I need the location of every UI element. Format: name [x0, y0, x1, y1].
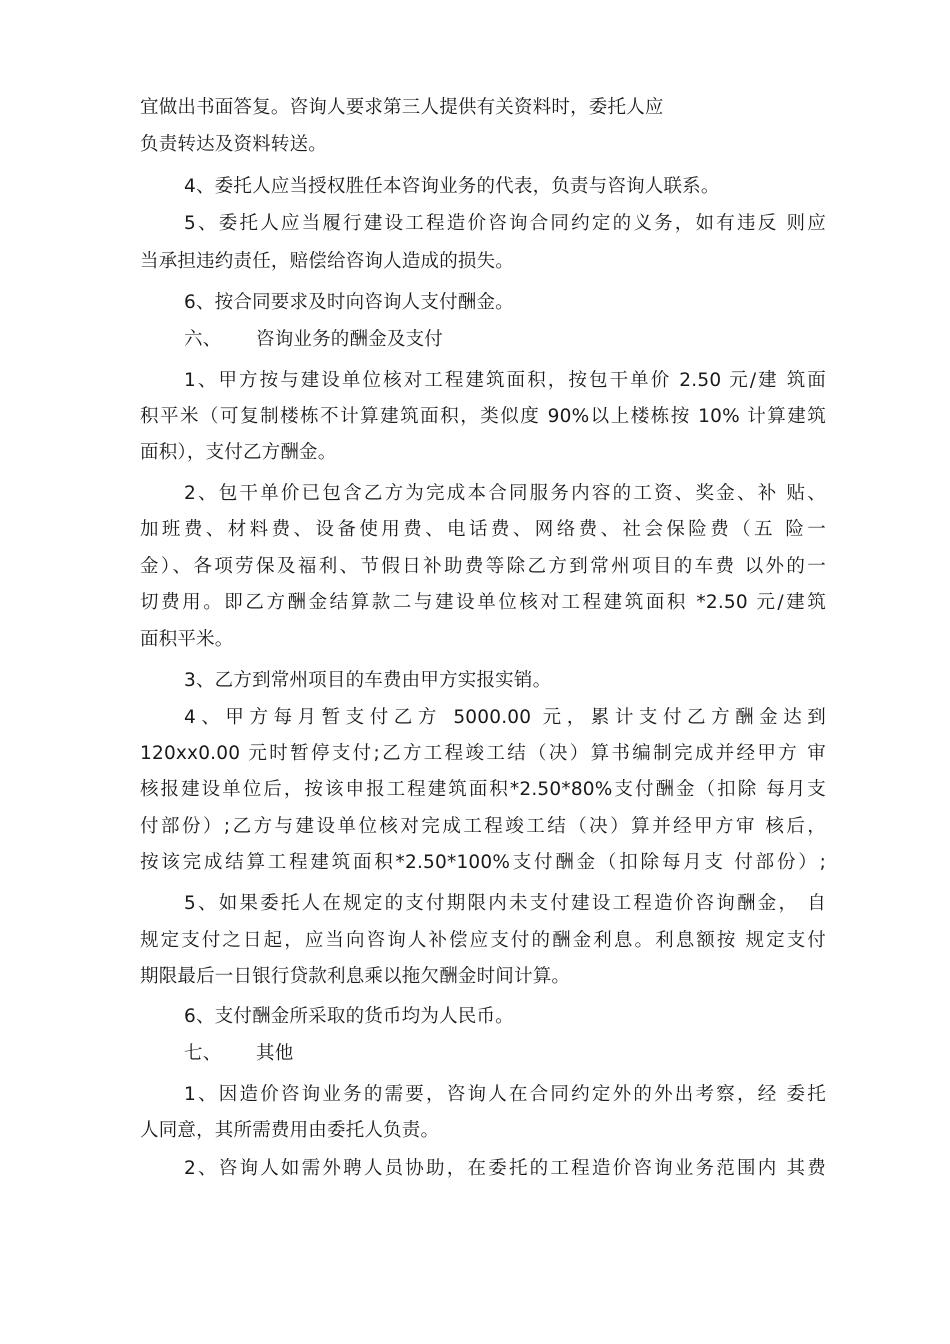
paragraph-line: 期限最后一日银行贷款利息乘以拖欠酬金时间计算。 [140, 966, 571, 987]
paragraph-line: 1、因造价咨询业务的需要，咨询人在合同约定外的外出考察，经 委托 [184, 1084, 826, 1105]
paragraph-line: 4、甲方每月暂支付乙方 5000.00 元，累计支付乙方酬金达到 [184, 707, 826, 728]
paragraph-line: 5、如果委托人在规定的支付期限内未支付建设工程造价咨询酬金， 自 [184, 893, 826, 914]
section-title: 其他 [256, 1043, 294, 1064]
paragraph-line: 宜做出书面答复。咨询人要求第三人提供有关资料时，委托人应 [140, 97, 664, 118]
paragraph-line: 规定支付之日起，应当向咨询人补偿应支付的酬金利息。利息额按 规定支付 [140, 930, 826, 951]
paragraph-line: 120xx0.00 元时暂停支付;乙方工程竣工结（决）算书编制完成并经甲方 审 [140, 743, 826, 764]
section-title: 咨询业务的酬金及支付 [256, 329, 444, 350]
paragraph-line: 2、咨询人如需外聘人员协助，在委托的工程造价咨询业务范围内 其费 [184, 1158, 826, 1179]
paragraph-line: 付部份）;乙方与建设单位核对完成工程竣工结（决）算并经甲方审 核后， [140, 816, 826, 837]
paragraph-line: 人同意，其所需费用由委托人负责。 [140, 1120, 440, 1141]
paragraph-line: 面积平米。 [140, 629, 234, 650]
paragraph-line: 1、甲方按与建设单位核对工程建筑面积，按包干单价 2.50 元/建 筑面 [184, 370, 826, 391]
paragraph-line: 核报建设单位后，按该申报工程建筑面积*2.50*80%支付酬金（扣除 每月支 [140, 779, 826, 800]
paragraph-line: 6、支付酬金所采取的货币均为人民币。 [184, 1006, 514, 1027]
paragraph-line: 切费用。即乙方酬金结算款二与建设单位核对工程建筑面积 *2.50 元/建筑 [140, 592, 826, 613]
section-number: 七、 [184, 1043, 222, 1064]
paragraph-line: 加班费、材料费、设备使用费、电话费、网络费、社会保险费（五 险一 [140, 519, 826, 540]
paragraph-line: 金）、各项劳保及福利、节假日补助费等除乙方到常州项目的车费 以外的一 [140, 556, 826, 577]
paragraph-line: 积平米（可复制楼栋不计算建筑面积，类似度 90%以上楼栋按 10% 计算建筑 [140, 406, 826, 427]
paragraph-line: 6、按合同要求及时向咨询人支付酬金。 [184, 292, 514, 313]
paragraph-line: 面积），支付乙方酬金。 [140, 442, 337, 463]
paragraph-line: 2、包干单价已包含乙方为完成本合同服务内容的工资、奖金、补 贴、 [184, 483, 826, 504]
section-number: 六、 [184, 329, 222, 350]
paragraph-line: 3、乙方到常州项目的车费由甲方实报实销。 [184, 670, 552, 691]
paragraph-line: 按该完成结算工程建筑面积*2.50*100%支付酬金（扣除每月支 付部份）; [140, 852, 826, 873]
paragraph-line: 5、委托人应当履行建设工程造价咨询合同约定的义务，如有违反 则应 [184, 213, 826, 234]
section-heading [184, 328, 443, 352]
paragraph-line: 负责转达及资料转送。 [140, 134, 328, 155]
paragraph-line: 当承担违约责任，赔偿给咨询人造成的损失。 [140, 251, 515, 272]
paragraph-line: 4、委托人应当授权胜任本咨询业务的代表，负责与咨询人联系。 [184, 176, 720, 197]
section-heading [184, 1042, 293, 1066]
